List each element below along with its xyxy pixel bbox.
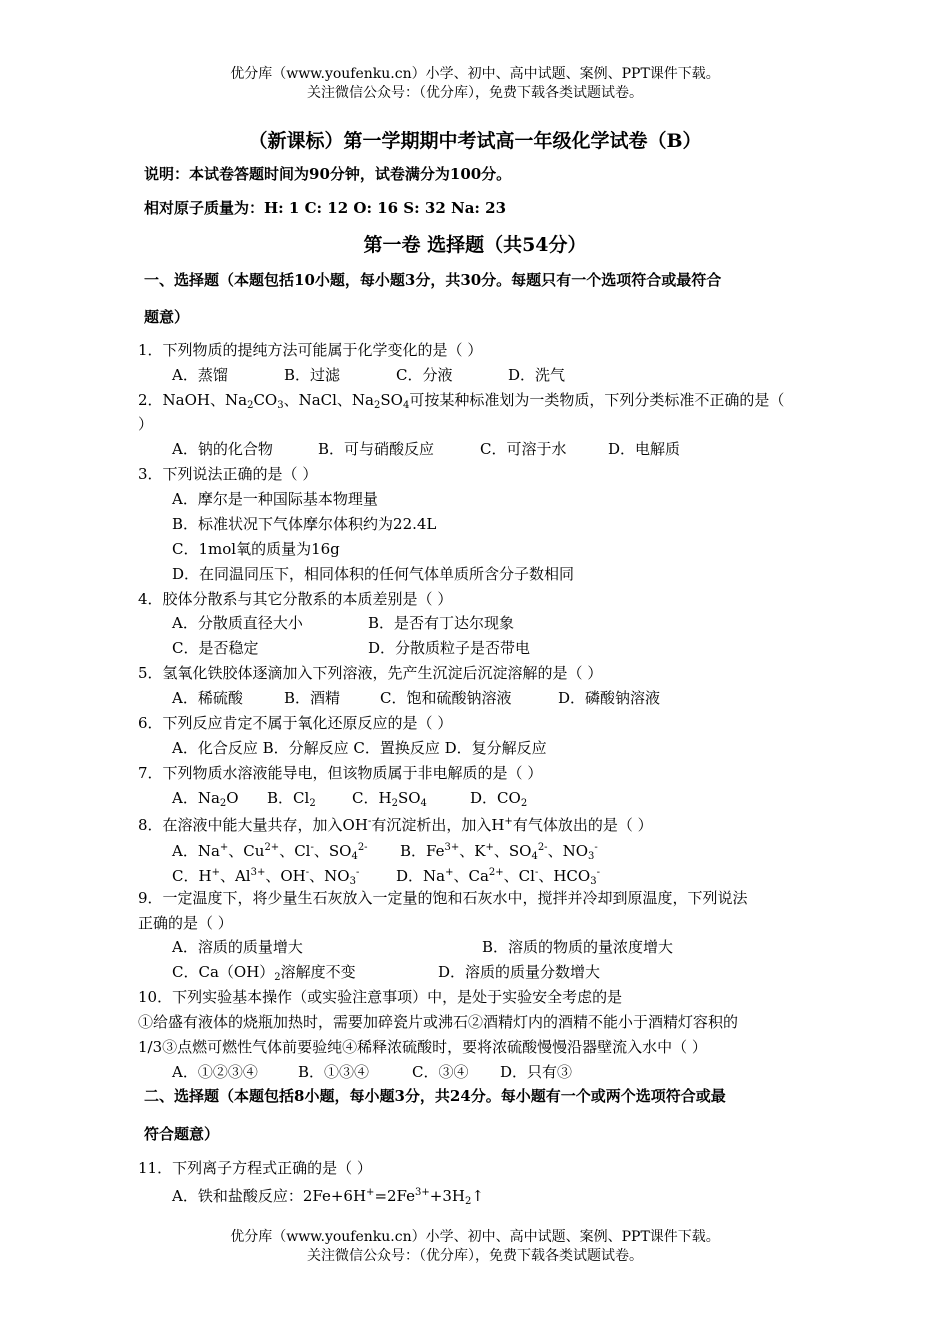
q5-option-d: D．磷酸钠溶液 (558, 689, 661, 707)
q5-option-a: A．稀硫酸 (172, 689, 243, 707)
q10-option-b: B．①③④ (298, 1063, 370, 1081)
q10-option-c: C．③④ (412, 1063, 469, 1081)
question-2: 2．NaOH、$Na_2CO_3$、NaCl、$Na_2SO_4$可按某种标准划为一类物质，下列分类标准不正确的是（ (138, 391, 785, 411)
q7-option-d: D．$CO_2$ (470, 789, 528, 809)
q5-option-c: C．饱和硫酸钠溶液 (380, 689, 512, 707)
q4-option-c: C．是否稳定 (172, 639, 259, 657)
q7-option-a: A．$Na_2O$ (172, 789, 239, 809)
q7-option-c: C．$H_2SO_4$ (352, 789, 427, 809)
q8-option-d: D．Na+、$Ca^{2+}$、Cl-、$HCO_3^-$ (396, 867, 600, 887)
q9-option-d: D．溶质的质量分数增大 (438, 963, 601, 981)
question-5: 5．氢氧化铁胶体逐滴加入下列溶液，先产生沉淀后沉淀溶解的是（ ） (138, 664, 603, 682)
q8-option-a: A．Na+、$Cu^{2+}$、Cl-、$SO_4^{2-}$ (172, 842, 368, 862)
q3-option-b: B．标准状况下气体摩尔体积约为22.4L (172, 515, 437, 533)
q2-option-a: A．钠的化合物 (172, 440, 273, 458)
q4-option-a: A．分散质直径大小 (172, 614, 303, 632)
q4-option-b: B．是否有丁达尔现象 (368, 614, 515, 632)
q1-option-b: B．过滤 (284, 366, 341, 384)
q8-option-b: B．$Fe^{3+}$、K+、$SO_4^{2-}$、$NO_3^-$ (400, 842, 598, 862)
q2-option-b: B．可与硝酸反应 (318, 440, 435, 458)
q7-option-b: B．$Cl_2$ (267, 789, 316, 809)
q11-option-a: A．铁和盐酸反应：$2Fe+6H^+=2Fe^{3+}+3H_2↑$ (172, 1187, 484, 1207)
question-3: 3．下列说法正确的是（ ） (138, 465, 318, 483)
question-6: 6．下列反应肯定不属于氧化还原反应的是（ ） (138, 714, 453, 732)
part1-title: 第一卷 选择题（共54分） (363, 234, 587, 256)
question-10: 10．下列实验基本操作（或实验注意事项）中，是处于实验安全考虑的是 (138, 988, 623, 1006)
q1-option-c: C．分液 (396, 366, 453, 384)
section2-heading-cont: 符合题意） (144, 1125, 220, 1143)
q8-option-c: C．H+、$Al^{3+}$、OH-、$NO_3^-$ (172, 867, 360, 887)
q2-option-c: C．可溶于水 (480, 440, 567, 458)
q9-option-a: A．溶质的质量增大 (172, 938, 303, 956)
q1-option-d: D．洗气 (508, 366, 566, 384)
question-4: 4．胶体分散系与其它分散系的本质差别是（ ） (138, 590, 453, 608)
q1-option-a: A．蒸馏 (172, 366, 228, 384)
question-10-cont1: ①给盛有液体的烧瓶加热时，需要加碎瓷片或沸石②酒精灯内的酒精不能小于酒精灯容积的 (138, 1013, 739, 1031)
footer-line-1: 优分库（www.youfenku.cn）小学、初中、高中试题、案例、PPT课件下载。 (230, 1229, 720, 1245)
atomic-mass: 相对原子质量为：H: 1 C: 12 O: 16 S: 32 Na: 23 (144, 199, 507, 217)
header-line-1: 优分库（www.youfenku.cn）小学、初中、高中试题、案例、PPT课件下载。 (230, 66, 720, 82)
section2-heading: 二、选择题（本题包括8小题，每小题3分，共24分。每小题有一个或两个选项符合或最 (144, 1087, 726, 1105)
q5-option-b: B．酒精 (284, 689, 341, 707)
q10-option-d: D．只有③ (500, 1063, 573, 1081)
q9-option-c: C．$Ca(OH)_2$溶解度不变 (172, 963, 356, 983)
question-2-cont: ） (138, 415, 154, 433)
exam-title: （新课标）第一学期期中考试高一年级化学试卷（B） (248, 130, 702, 152)
q3-option-c: C．1mol氧的质量为16g (172, 540, 340, 558)
footer-line-2: 关注微信公众号：（优分库），免费下载各类试题试卷。 (307, 1248, 643, 1264)
q3-option-a: A．摩尔是一种国际基本物理量 (172, 490, 378, 508)
q4-option-d: D．分散质粒子是否带电 (368, 639, 531, 657)
question-10-cont2: 1/3③点燃可燃性气体前要验纯④稀释浓硫酸时，要将浓硫酸慢慢沿器壁流入水中（ ） (138, 1038, 707, 1056)
q10-option-a: A．①②③④ (172, 1063, 258, 1081)
q6-options: A．化合反应 B．分解反应 C．置换反应 D．复分解反应 (172, 739, 547, 757)
question-1: 1．下列物质的提纯方法可能属于化学变化的是（ ） (138, 341, 483, 359)
question-9: 9．一定温度下，将少量生石灰放入一定量的饱和石灰水中，搅拌并冷却到原温度，下列说法 (138, 889, 748, 907)
exam-note: 说明：本试卷答题时间为90分钟，试卷满分为100分。 (144, 165, 512, 183)
question-8: 8．在溶液中能大量共存，加入OH-有沉淀析出，加入H+有气体放出的是（ ） (138, 816, 653, 834)
question-9-cont: 正确的是（ ） (138, 914, 233, 932)
question-7: 7．下列物质水溶液能导电，但该物质属于非电解质的是（ ） (138, 764, 543, 782)
header-line-2: 关注微信公众号：（优分库），免费下载各类试题试卷。 (307, 85, 643, 101)
section1-heading-cont: 题意） (144, 308, 190, 326)
q9-option-b: B．溶质的物质的量浓度增大 (482, 938, 674, 956)
section1-heading: 一、选择题（本题包括10小题，每小题3分，共30分。每题只有一个选项符合或最符合 (144, 271, 722, 289)
q2-option-d: D．电解质 (608, 440, 681, 458)
q3-option-d: D．在同温同压下，相同体积的任何气体单质所含分子数相同 (172, 565, 575, 583)
question-11: 11．下列离子方程式正确的是（ ） (138, 1159, 372, 1177)
